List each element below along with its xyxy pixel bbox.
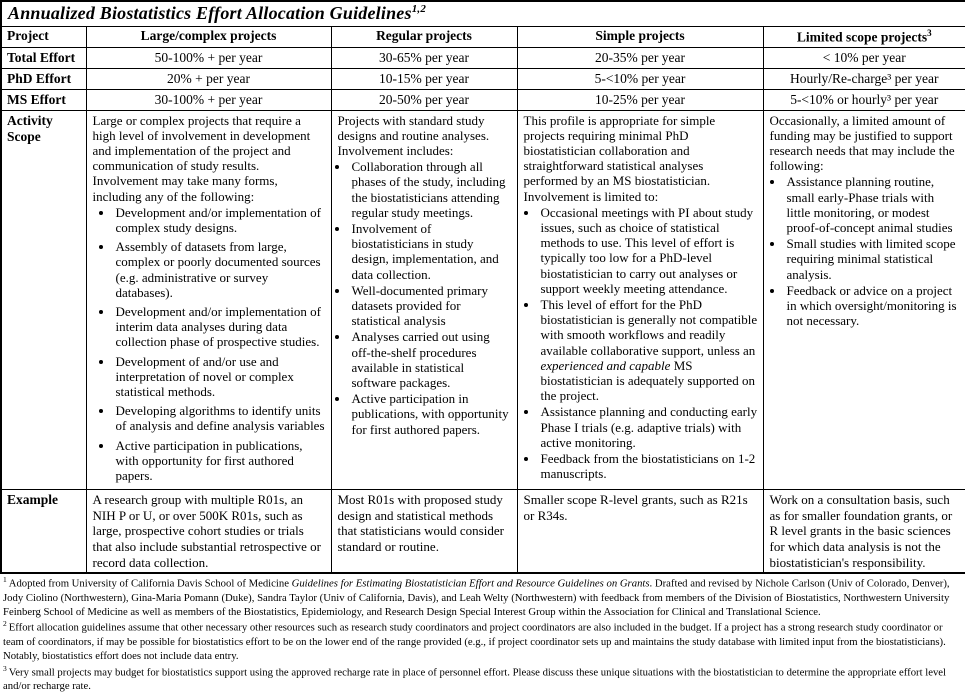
total-effort-simple: 20-35% per year	[517, 47, 763, 68]
example-simple: Smaller scope R-level grants, such as R21s or R34s.	[517, 490, 763, 573]
bullet-item: • Collaboration through all phases of the study, including the biostatisticians attending regular study meetings.	[350, 159, 512, 220]
phd-effort-label: PhD Effort	[1, 68, 86, 89]
phd-effort-limited: Hourly/Re-charge³ per year	[763, 68, 965, 89]
example-large: A research group with multiple R01s, an NIH P or U, or over 500K R01s, such as large, prospective cohort studies or trials that also include substantial retrospective or record data collection.	[86, 490, 331, 573]
footnotes-section	[0, 574, 965, 696]
activity-scope-limited-cell	[763, 110, 965, 490]
footnote-marker: 2	[3, 619, 7, 629]
total-effort-regular: 30-65% per year	[331, 47, 517, 68]
footnote-text-italic: Guidelines for Estimating Biostatistician Effort and Resource Guidelines on Grants	[291, 577, 650, 590]
bullet-item: • Feedback from the biostatisticians on 1-2 manuscripts.	[539, 451, 758, 481]
example-regular: Most R01s with proposed study design and statistical methods that statisticians would consider standard or routine.	[331, 490, 517, 573]
footnote-marker: 3	[3, 663, 7, 673]
bullet-item: • Feedback or advice on a project in which oversight/monitoring is not necessary.	[785, 283, 961, 329]
footnote-text: . Drafted and revised by Nichole Carlson (Univ of Colorado, Denver), Jody Ciolino (Northwestern), Gina-Maria Pomann (Duke), Sandra Taylor (Univ of California, Davis), and Leah Welty (Northwestern) with feedback from members of the Division of Biostatistics, Northwestern University Feinberg School of Medicine as well as members of the Biostatistics, Epidemiology, and Research Design Special Interest Group within the Association for Clinical and Translational Science.	[3, 577, 950, 618]
title-row	[1, 1, 965, 27]
row-total-effort	[1, 47, 965, 68]
document-title	[8, 3, 426, 23]
activity-scope-label: Activity Scope	[1, 110, 86, 490]
example-limited: Work on a consultation basis, such as for smaller foundation grants, or R level grants in the basic sciences for which data analysis is not the biostatistician's responsibility.	[763, 490, 965, 573]
column-header-limited	[763, 27, 965, 48]
paragraph: This profile is appropriate for simple projects requiring minimal PhD biostatistician collaboration and straightforward statistical analyses performed by an MS biostatistician. Involvement is limited to:	[523, 112, 716, 204]
ms-effort-regular: 20-50% per year	[331, 89, 517, 110]
bullet-item: • Active participation in publications, with opportunity for first authored papers.	[114, 438, 326, 484]
ms-effort-large: 30-100% + per year	[86, 89, 331, 110]
phd-effort-regular: 10-15% per year	[331, 68, 517, 89]
column-header-large: Large/complex projects	[86, 27, 331, 48]
bullet-item: • Analyses carried out using off-the-shelf procedures available in statistical software packages.	[350, 329, 512, 390]
bullet-item: • Development and/or implementation of interim data analyses during data collection phase of prospective studies.	[114, 304, 326, 350]
bullet-item: • Occasional meetings with PI about study issues, such as choice of statistical methods to use. This level of effort is typically too low for a PhD-level biostatistician to carry out analyses or support weekly meeting attendance.	[539, 205, 758, 296]
ms-effort-label: MS Effort	[1, 89, 86, 110]
row-phd-effort	[1, 68, 965, 89]
bullet-text: MS biostatistician is adequately supported on the project.	[540, 357, 755, 404]
header-row	[1, 27, 965, 48]
column-header-project: Project	[1, 27, 86, 48]
row-example	[1, 490, 965, 573]
bullet-item: • Assistance planning routine, small early-Phase trials with little monitoring, or modest proof-of-concept animal studies	[785, 174, 961, 235]
bullet-list	[338, 159, 512, 437]
footnote-2	[3, 619, 960, 663]
row-activity-scope	[1, 110, 965, 490]
bullet-item: • Development of and/or use and interpretation of novel or complex statistical methods.	[114, 354, 326, 400]
footnote-text: Very small projects may budget for biostatistics support using the approved recharge rate in place of personnel effort. Please discuss these unique situations with the biostatistician to determine the appropriate effort level and/or recharge rate.	[3, 666, 947, 693]
bullet-item: • Developing algorithms to identify units of analysis and define analysis variables	[114, 403, 326, 433]
bullet-text: This level of effort for the PhD biostatistician is generally not compatible with smooth workflows and readily available collaborative support, unless an	[540, 296, 758, 358]
bullet-list	[524, 205, 758, 482]
bullet-item: • Involvement of biostatisticians in study design, implementation, and data collection.	[350, 221, 512, 282]
paragraph: Large or complex projects that require a high level of involvement in development and implementation of the project and communication of study results.	[92, 112, 311, 174]
paragraph: Projects with standard study designs and routine analyses. Involvement includes:	[337, 112, 490, 158]
bullet-list	[770, 174, 961, 328]
total-effort-label: Total Effort	[1, 47, 86, 68]
example-label: Example	[1, 490, 86, 573]
limited-superscript: 3	[927, 28, 932, 38]
bullet-item: • Small studies with limited scope requiring minimal statistical analysis.	[785, 236, 961, 282]
row-ms-effort	[1, 89, 965, 110]
total-effort-limited: < 10% per year	[763, 47, 965, 68]
activity-scope-regular-cell	[331, 110, 517, 490]
bullet-item: • Development and/or implementation of complex study designs.	[114, 205, 326, 235]
document-title-text: Annualized Biostatistics Effort Allocation Guidelines	[8, 3, 412, 23]
footnote-marker: 1	[3, 575, 7, 585]
activity-scope-large-cell	[86, 110, 331, 490]
paragraph: Occasionally, a limited amount of funding may be justified to support research needs that may include the following:	[769, 112, 955, 174]
phd-effort-large: 20% + per year	[86, 68, 331, 89]
activity-scope-simple-cell	[517, 110, 763, 490]
phd-effort-simple: 5-<10% per year	[517, 68, 763, 89]
bullet-text-italic: experienced and capable	[540, 357, 671, 373]
bullet-item: • Well-documented primary datasets provided for statistical analysis	[350, 283, 512, 329]
column-header-regular: Regular projects	[331, 27, 517, 48]
bullet-list	[93, 205, 326, 483]
footnote-1	[3, 575, 960, 619]
paragraph: Involvement may take many forms, including any of the following:	[92, 173, 278, 204]
footnote-text: Effort allocation guidelines assume that other necessary other resources such as research study coordinators and project coordinators are also included in the budget. If a project has a strong research study coordinator or team of coordinators, if may be possible for biostatistics effort to be on the lower end of the range provided (e.g., if project coordinator sets up and maintains the study database with limited input from the biostatisticians). Notably, biostatistics effort does not include data entry.	[3, 621, 946, 662]
bullet-item: • Assembly of datasets from large, complex or poorly documented sources (e.g. administrative or survey databases).	[114, 239, 326, 300]
bullet-item: • Active participation in publications, with opportunity for first authored papers.	[350, 391, 512, 437]
column-header-limited-text: Limited scope projects	[796, 29, 928, 45]
title-superscript: 1,2	[411, 3, 427, 15]
bullet-item	[539, 297, 758, 403]
bullet-item: • Assistance planning and conducting early Phase I trials (e.g. adaptive trials) with active monitoring.	[539, 404, 758, 450]
column-header-simple: Simple projects	[517, 27, 763, 48]
footnote-text: Adopted from University of California Davis School of Medicine	[8, 577, 292, 590]
ms-effort-limited: 5-<10% or hourly³ per year	[763, 89, 965, 110]
total-effort-large: 50-100% + per year	[86, 47, 331, 68]
ms-effort-simple: 10-25% per year	[517, 89, 763, 110]
footnote-3	[3, 664, 960, 694]
title-cell	[1, 1, 965, 27]
